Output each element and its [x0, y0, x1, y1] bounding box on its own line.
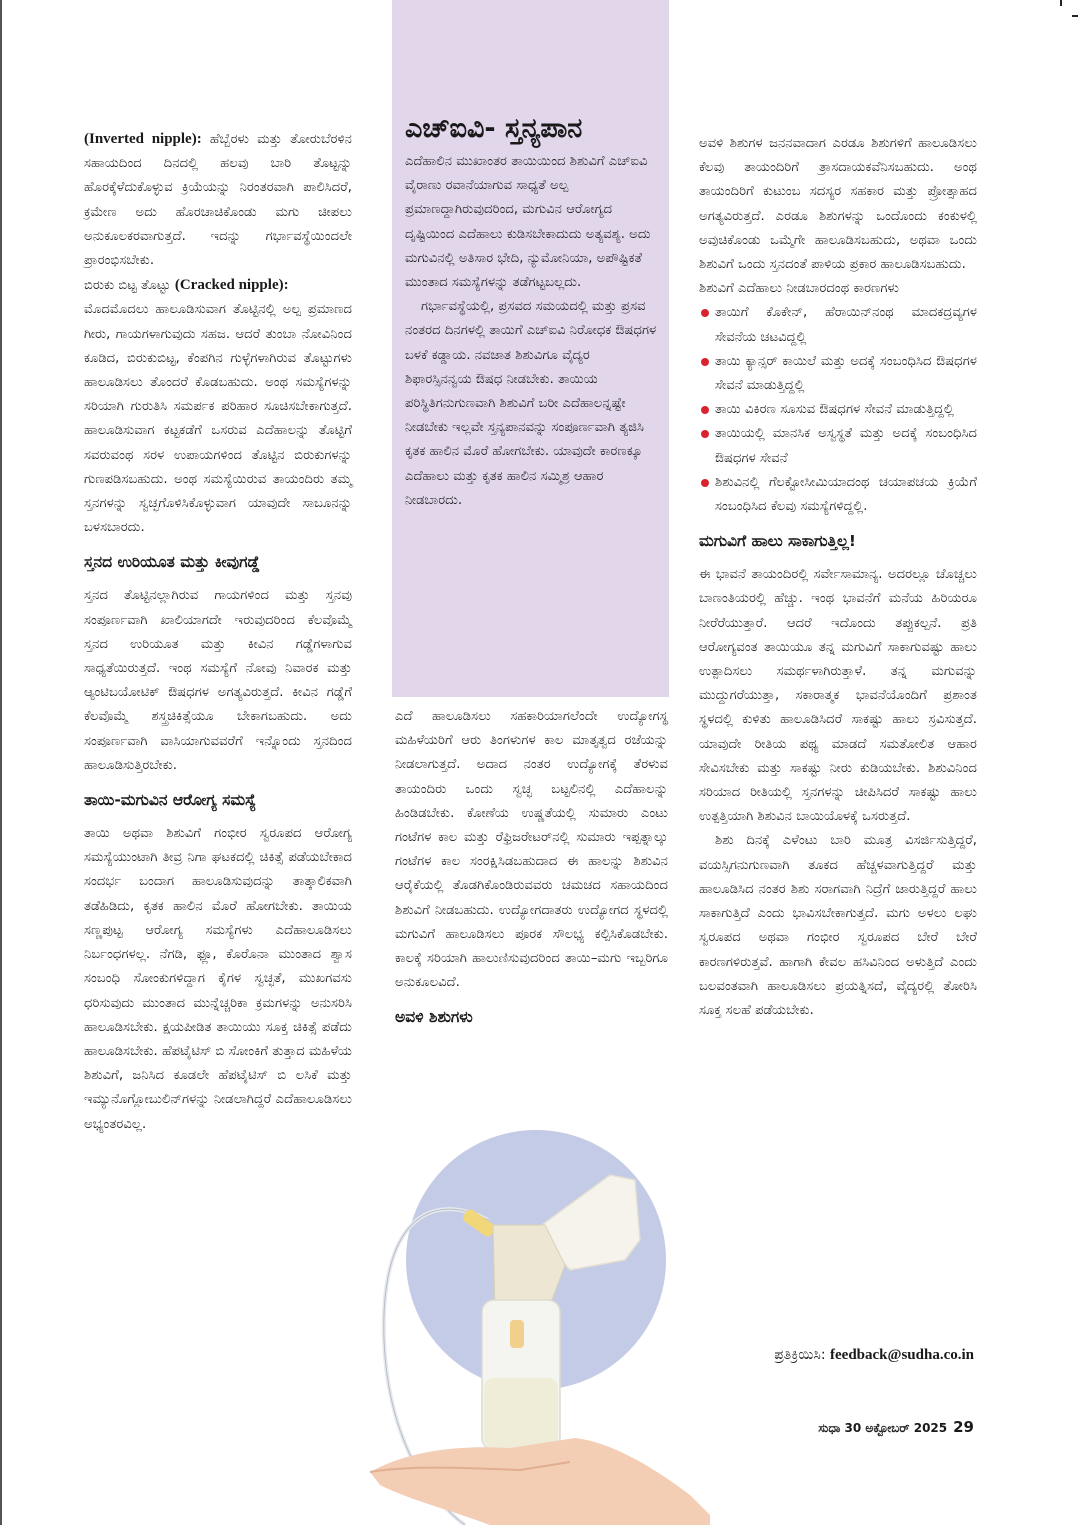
list-item: ತಾಯಿಯಲ್ಲಿ ಮಾನಸಿಕ ಅಸ್ವಸ್ಥತೆ ಮತ್ತು ಅದಕ್ಕೆ ಸಂಬಂಧಿಸಿದ ಔಷಧಗಳ ಸೇವನೆ [699, 422, 977, 470]
crop-mark-top-right-h [1072, 15, 1078, 17]
list-item: ತಾಯಿಗೆ ಕೊಕೇನ್, ಹೆರಾಯಿನ್‌ನಂಥ ಮಾದಕದ್ರವ್ಯಗಳ ಸೇವನೆಯ ಚಟವಿದ್ದಲ್ಲಿ [699, 301, 977, 349]
feedback-line [774, 1347, 974, 1364]
list-item: ತಾಯಿ ಕ್ಯಾನ್ಸರ್ ಕಾಯಿಲೆ ಮತ್ತು ಅದಕ್ಕೆ ಸಂಬಂಧಿಸಿದ ಔಷಧಗಳ ಸೇವನೆ ಮಾಡುತ್ತಿದ್ದಲ್ಲಿ [699, 350, 977, 398]
page-number: 29 [953, 1418, 974, 1436]
twins-paragraph: ಅವಳಿ ಶಿಶುಗಳ ಜನನವಾದಾಗ ಎರಡೂ ಶಿಶುಗಳಿಗೆ ಹಾಲೂಡಿಸಲು ಕೆಲವು ತಾಯಂದಿರಿಗೆ ತ್ರಾಸದಾಯಕವೆನಿಸಬಹುದು. ಅಂಥ ತಾಯಂದಿರಿಗೆ ಕುಟುಂಬ ಸದಸ್ಯರ ಸಹಕಾರ ಮತ್ತು ಪ್ರೋತ್ಸಾಹದ ಅಗತ್ಯವಿರುತ್ತದೆ. ಎರಡೂ ಶಿಶುಗಳನ್ನು ಒಂದೊಂದು ಕಂಕುಳಲ್ಲಿ ಅವುಚಿಕೊಂಡು ಒಮ್ಮೆಗೇ ಹಾಲೂಡಿಸಬಹುದು, ಅಥವಾ ಒಂದು ಶಿಶುವಿಗೆ ಒಂದು ಸ್ತನದಂತೆ ಪಾಳಿಯ ಪ್ರಕಾರ ಹಾಲೂಡಿಸಬಹುದು. [699, 136, 977, 273]
hand [370, 1438, 710, 1525]
list-item: ತಾಯಿ ವಿಕಿರಣ ಸೂಸುವ ಔಷಧಗಳ ಸೇವನೆ ಮಾಡುತ್ತಿದ್ದಲ್ಲಿ [699, 398, 977, 422]
insufficient-milk-paragraph: ಈ ಭಾವನೆ ತಾಯಂದಿರಲ್ಲಿ ಸರ್ವೇಸಾಮಾನ್ಯ. ಅದರಲ್ಲೂ ಚೊಚ್ಚಲು ಬಾಣಂತಿಯರಲ್ಲಿ ಹೆಚ್ಚು. ಇಂಥ ಭಾವನೆಗೆ ಮನೆಯ ಹಿರಿಯರೂ ನೀರೆರೆಯುತ್ತಾರೆ. ಆದರೆ ಇದೊಂದು ತಪ್ಪುಕಲ್ಪನೆ. ಪ್ರತಿ ಆರೋಗ್ಯವಂತ ತಾಯಿಯೂ ತನ್ನ ಮಗುವಿಗೆ ಸಾಕಾಗುವಷ್ಟು ಹಾಲು ಉತ್ಪಾದಿಸಲು ಸಮರ್ಥಳಾಗಿರುತ್ತಾಳೆ. ತನ್ನ ಮಗುವನ್ನು ಮುದ್ದುಗರೆಯುತ್ತಾ, ಸಕಾರಾತ್ಮಕ ಭಾವನೆಯೊಂದಿಗೆ ಪ್ರಶಾಂತ ಸ್ಥಳದಲ್ಲಿ ಕುಳಿತು ಹಾಲೂಡಿಸಿದರೆ ಸಾಕಷ್ಟು ಹಾಲು ಸ್ರವಿಸುತ್ತದೆ. ಯಾವುದೇ ರೀತಿಯ ಪಥ್ಯ ಮಾಡದೆ ಸಮತೋಲಿತ ಆಹಾರ ಸೇವಿಸಬೇಕು ಮತ್ತು ಸಾಕಷ್ಟು ನೀರು ಕುಡಿಯಬೇಕು. ಶಿಶುವಿನಿಂದ ಸರಿಯಾದ ರೀತಿಯಲ್ಲಿ ಸ್ತನಗಳನ್ನು ಚೀಪಿಸಿದರೆ ಸಾಕಷ್ಟು ಹಾಲು ಉತ್ಪತ್ತಿಯಾಗಿ ಶಿಶುವಿನ ಬಾಯಿಯೊಳಕ್ಕೆ ಒಸರುತ್ತದೆ. [699, 567, 977, 825]
contraindications-list [699, 301, 977, 519]
hiv-box-title: ಎಚ್‌ಐವಿ- ಸ್ತನ್ಯಪಾನ [405, 113, 583, 144]
milk-sufficiency-paragraph: ಶಿಶು ದಿನಕ್ಕೆ ಎಳೆಂಟು ಬಾರಿ ಮೂತ್ರ ವಿಸರ್ಜಿಸುತ್ತಿದ್ದರೆ, ವಯಸ್ಸಿಗನುಗುಣವಾಗಿ ತೂಕದ ಹೆಚ್ಚಳವಾಗುತ್ತಿದ್ದರೆ ಮತ್ತು ಹಾಲೂಡಿಸಿದ ನಂತರ ಶಿಶು ಸರಾಗವಾಗಿ ನಿದ್ರೆಗೆ ಜಾರುತ್ತಿದ್ದರೆ ಹಾಲು ಸಾಕಾಗುತ್ತಿದೆ ಎಂದು ಭಾವಿಸಬೇಕಾಗುತ್ತದೆ. ಮಗು ಅಳಲು ಲಘು ಸ್ವರೂಪದ ಅಥವಾ ಗಂಭೀರ ಸ್ವರೂಪದ ಬೇರೆ ಬೇರೆ ಕಾರಣಗಳಿರುತ್ತವೆ. ಹಾಗಾಗಿ ಕೇವಲ ಹಸಿವಿನಿಂದ ಅಳುತ್ತಿದೆ ಎಂದು ಬಲವಂತವಾಗಿ ಹಾಲೂಡಿಸಲು ಪ್ರಯತ್ನಿಸದೆ, ವೈದ್ಯರಲ್ಲಿ ತೋರಿಸಿ ಸೂಕ್ತ ಸಲಹೆ ಪಡೆಯಬೇಕು. [699, 833, 977, 1018]
cracked-nipple-term: (Cracked nipple): [174, 277, 289, 294]
mother-child-health-paragraph: ತಾಯಿ ಅಥವಾ ಶಿಶುವಿಗೆ ಗಂಭೀರ ಸ್ವರೂಪದ ಆರೋಗ್ಯ ಸಮಸ್ಯೆಯುಂಟಾಗಿ ತೀವ್ರ ನಿಗಾ ಘಟಕದಲ್ಲಿ ಚಿಕಿತ್ಸೆ ಪಡೆಯಬೇಕಾದ ಸಂದರ್ಭ ಬಂದಾಗ ಹಾಲೂಡಿಸುವುದನ್ನು ತಾತ್ಕಾಲಿಕವಾಗಿ ತಡೆಹಿಡಿದು, ಕೃತಕ ಹಾಲಿನ ಮೊರೆ ಹೋಗಬೇಕು. ತಾಯಿಯ ಸಣ್ಣಪುಟ್ಟ ಆರೋಗ್ಯ ಸಮಸ್ಯೆಗಳು ಎದೆಹಾಲೂಡಿಸಲು ನಿರ್ಬಂಧಗಳಲ್ಲ. ನೆಗಡಿ, ಫ್ಲೂ, ಕೊರೊನಾ ಮುಂತಾದ ಶ್ವಾಸ ಸಂಬಂಧಿ ಸೋಂಕುಗಳಿದ್ದಾಗ ಕೈಗಳ ಸ್ವಚ್ಛತೆ, ಮುಖಗವಸು ಧರಿಸುವುದು ಮುಂತಾದ ಮುನ್ನೆಚ್ಚರಿಕಾ ಕ್ರಮಗಳನ್ನು ಅನುಸರಿಸಿ ಹಾಲೂಡಿಸಬೇಕು. ಕ್ಷಯಪೀಡಿತ ತಾಯಿಯು ಸೂಕ್ತ ಚಿಕಿತ್ಸೆ ಪಡೆದು ಹಾಲೂಡಿಸಬೇಕು. ಹೆಪಟೈಟಿಸ್ ಬಿ ಸೋಂಕಿಗೆ ತುತ್ತಾದ ಮಹಿಳೆಯ ಶಿಶುವಿಗೆ, ಜನಿಸಿದ ಕೂಡಲೇ ಹೆಪಟೈಟಿಸ್ ಬಿ ಲಸಿಕೆ ಮತ್ತು ಇಮ್ಯುನೊಗ್ಲೋಬುಲಿನ್‌ಗಳನ್ನು ನೀಡಲಾಗಿದ್ದರೆ ಎದೆಹಾಲೂಡಿಸಲು ಅಭ್ಯಂತರವಿಲ್ಲ. [84, 826, 352, 1132]
bullet-icon [701, 479, 709, 487]
inverted-nipple-paragraph: (Inverted nipple): ಹೆಬ್ಬೆರಳು ಮತ್ತು ತೋರುಬೆರಳಿನ ಸಹಾಯದಿಂದ ದಿನದಲ್ಲಿ ಹಲವು ಬಾರಿ ತೊಟ್ಟನ್ನು ಹೊರಕ್ಕೆಳೆದುಕೊಳ್ಳುವ ಕ್ರಿಯೆಯನ್ನು ನಿರಂತರವಾಗಿ ಪಾಲಿಸಿದರೆ, ಕ್ರಮೇಣ ಅದು ಹೊರಚಾಚಿಕೊಂಡು ಮಗು ಚೀಪಲು ಅನುಕೂಲಕರವಾಗುತ್ತದೆ. ಇದನ್ನು ಗರ್ಭಾವಸ್ಥೆಯಿಂದಲೇ ಪ್ರಾರಂಭಿಸಬೇಕು. [84, 131, 352, 269]
bullet-icon [701, 358, 709, 366]
page-footer [818, 1418, 974, 1436]
inverted-nipple-term: (Inverted nipple): [84, 131, 202, 147]
bullet-icon [701, 430, 709, 438]
mother-child-health-heading: ತಾಯಿ-ಮಗುವಿನ ಆರೋಗ್ಯ ಸಮಸ್ಯೆ [84, 791, 257, 810]
list-item: ಶಿಶುವಿನಲ್ಲಿ ಗೆಲಕ್ಟೋಸೀಮಿಯಾದಂಥ ಚಯಾಪಚಯ ಕ್ರಿಯೆಗೆ ಸಂಬಂಧಿಸಿದ ಕೆಲವು ಸಮಸ್ಯೆಗಳಿದ್ದಲ್ಲಿ. [699, 471, 977, 519]
bullet-icon [701, 309, 709, 317]
hiv-box-paragraph-2: ಗರ್ಭಾವಸ್ಥೆಯಲ್ಲಿ, ಪ್ರಸವದ ಸಮಯದಲ್ಲಿ ಮತ್ತು ಪ್ರಸವ ನಂತರದ ದಿನಗಳಲ್ಲಿ ತಾಯಿಗೆ ಎಚ್‌ಐವಿ ನಿರೋಧಕ ಔಷಧಗಳ ಬಳಕೆ ಕಡ್ಡಾಯ. ನವಜಾತ ಶಿಶುವಿಗೂ ವೈದ್ಯರ ಶಿಫಾರಸ್ಸಿನನ್ವಯ ಔಷಧ ನೀಡಬೇಕು. ತಾಯಿಯ ಪರಿಸ್ಥಿತಿಗನುಗುಣವಾಗಿ ಶಿಶುವಿಗೆ ಬರೀ ಎದೆಹಾಲನ್ನಷ್ಟೇ ನೀಡಬೇಕು ಇಲ್ಲವೇ ಸ್ತನ್ಯಪಾನವನ್ನು ಸಂಪೂರ್ಣವಾಗಿ ತ್ಯಜಿಸಿ ಕೃತಕ ಹಾಲಿನ ಮೊರೆ ಹೋಗಬೇಕು. ಯಾವುದೇ ಕಾರಣಕ್ಕೂ ಎದೆಹಾಲು ಮತ್ತು ಕೃತಕ ಹಾಲಿನ ಸಮ್ಮಿಶ್ರ ಆಹಾರ ನೀಡಬಾರದು. [405, 299, 657, 508]
bullet-icon [701, 406, 709, 414]
mastitis-heading: ಸ್ತನದ ಉರಿಯೂತ ಮತ್ತು ಕೀವುಗಡ್ಡೆ [84, 553, 260, 572]
insufficient-milk-heading: ಮಗುವಿಗೆ ಹಾಲು ಸಾಕಾಗುತ್ತಿಲ್ಲ! [699, 532, 856, 551]
mastitis-paragraph: ಸ್ತನದ ತೊಟ್ಟಿನಲ್ಲಾಗಿರುವ ಗಾಯಗಳಿಂದ ಮತ್ತು ಸ್ತನವು ಸಂಪೂರ್ಣವಾಗಿ ಖಾಲಿಯಾಗದೇ ಇರುವುದರಿಂದ ಕೆಲವೊಮ್ಮೆ ಸ್ತನದ ಉರಿಯೂತ ಮತ್ತು ಕೀವಿನ ಗಡ್ಡೆಗಳಾಗುವ ಸಾಧ್ಯತೆಯಿರುತ್ತದೆ. ಇಂಥ ಸಮಸ್ಯೆಗೆ ನೋವು ನಿವಾರಕ ಮತ್ತು ಆ್ಯಂಟಿಬಯೋಟಿಕ್ ಔಷಧಗಳ ಅಗತ್ಯವಿರುತ್ತದೆ. ಕೀವಿನ ಗಡ್ಡೆಗೆ ಕೆಲವೊಮ್ಮೆ ಶಸ್ತ್ರಚಿಕಿತ್ಸೆಯೂ ಬೇಕಾಗಬಹುದು. ಅದು ಸಂಪೂರ್ಣವಾಗಿ ವಾಸಿಯಾಗುವವರೆಗೆ ಇನ್ನೊಂದು ಸ್ತನದಿಂದ ಹಾಲೂಡಿಸುತ್ತಿರಬೇಕು. [84, 588, 352, 773]
feedback-label: ಪ್ರತಿಕ್ರಿಯಿಸಿ: [774, 1347, 831, 1363]
publication-date: ಸುಧಾ 30 ಅಕ್ಟೋಬರ್ 2025 [818, 1421, 948, 1435]
breast-pump-photo [370, 1120, 710, 1525]
left-column [84, 127, 352, 1137]
middle-column [395, 705, 668, 1039]
hiv-box [405, 112, 657, 513]
crop-mark-top-right [1060, 0, 1062, 6]
hiv-box-paragraph-1: ಎದೆಹಾಲಿನ ಮುಖಾಂತರ ತಾಯಿಯಿಂದ ಶಿಶುವಿಗೆ ಎಚ್‌ಐವಿ ವೈರಾಣು ರವಾನೆಯಾಗುವ ಸಾಧ್ಯತೆ ಅಲ್ಪ ಪ್ರಮಾಣದ್ದಾಗಿರುವುದರಿಂದ, ಮಗುವಿನ ಆರೋಗ್ಯದ ದೃಷ್ಟಿಯಿಂದ ಎದೆಹಾಲು ಕುಡಿಸಬೇಕಾದುದು ಅತ್ಯವಶ್ಯ. ಅದು ಮಗುವಿನಲ್ಲಿ ಅತಿಸಾರ ಭೇದಿ, ನ್ಯುಮೋನಿಯಾ, ಅಪೌಷ್ಟಿಕತೆ ಮುಂತಾದ ಸಮಸ್ಯೆಗಳನ್ನು ತಡೆಗಟ್ಟಬಲ್ಲದು. [405, 154, 651, 291]
cracked-nipple-heading: ಬಿರುಕು ಬಿಟ್ಟ ತೊಟ್ಟು (Cracked nipple): [84, 277, 289, 294]
crop-mark-left [0, 0, 2, 1525]
valve [510, 1320, 524, 1348]
cracked-nipple-paragraph: ಮೊದಮೊದಲು ಹಾಲೂಡಿಸುವಾಗ ತೊಟ್ಟಿನಲ್ಲಿ ಅಲ್ಪ ಪ್ರಮಾಣದ ಗೀರು, ಗಾಯಗಳಾಗುವುದು ಸಹಜ. ಆದರೆ ತುಂಬಾ ನೋವಿನಿಂದ ಕೂಡಿದ, ಬಿರುಕುಬಿಟ್ಟ, ಕೆಂಪಗಿನ ಗುಳ್ಳೆಗಳಾಗಿರುವ ತೊಟ್ಟುಗಳು ಹಾಲೂಡಿಸಲು ತೊಂದರೆ ಕೊಡಬಹುದು. ಅಂಥ ಸಮಸ್ಯೆಗಳನ್ನು ಸರಿಯಾಗಿ ಗುರುತಿಸಿ ಸಮರ್ಪಕ ಪರಿಹಾರ ಸೂಚಿಸಬೇಕಾಗುತ್ತದೆ. ಹಾಲೂಡಿಸುವಾಗ ಕಟ್ಟಕಡೆಗೆ ಒಸರುವ ಎದೆಹಾಲನ್ನು ತೊಟ್ಟಿಗೆ ಸವರುವಂಥ ಸರಳ ಉಪಾಯಗಳಿಂದ ತೊಟ್ಟಿನ ಬಿರುಕುಗಳನ್ನು ಗುಣಪಡಿಸಬಹುದು. ಅಂಥ ಸಮಸ್ಯೆಯಿರುವ ತಾಯಂದಿರು ತಮ್ಮ ಸ್ತನಗಳನ್ನು ಸ್ವಚ್ಛಗೊಳಿಸಿಕೊಳ್ಳುವಾಗ ಯಾವುದೇ ಸಾಬೂನನ್ನು ಬಳಸಬಾರದು. [84, 302, 352, 536]
working-mothers-paragraph: ಎದೆ ಹಾಲೂಡಿಸಲು ಸಹಕಾರಿಯಾಗಲೆಂದೇ ಉದ್ಯೋಗಸ್ಥ ಮಹಿಳೆಯರಿಗೆ ಆರು ತಿಂಗಳುಗಳ ಕಾಲ ಮಾತೃತ್ವದ ರಜೆಯನ್ನು ನೀಡಲಾಗುತ್ತದೆ. ಅದಾದ ನಂತರ ಉದ್ಯೋಗಕ್ಕೆ ತೆರಳುವ ತಾಯಂದಿರು ಒಂದು ಸ್ವಚ್ಛ ಬಟ್ಟಲಿನಲ್ಲಿ ಎದೆಹಾಲನ್ನು ಹಿಂಡಿಡಬೇಕು. ಕೋಣೆಯ ಉಷ್ಣತೆಯಲ್ಲಿ ಸುಮಾರು ಎಂಟು ಗಂಟೆಗಳ ಕಾಲ ಮತ್ತು ರೆಫ್ರಿಜರೇಟರ್‌ನಲ್ಲಿ ಸುಮಾರು ಇಪ್ಪತ್ನಾಲ್ಕು ಗಂಟೆಗಳ ಕಾಲ ಸಂರಕ್ಷಿಸಿಡಬಹುದಾದ ಈ ಹಾಲನ್ನು ಶಿಶುವಿನ ಆರೈಕೆಯಲ್ಲಿ ತೊಡಗಿಕೊಂಡಿರುವವರು ಚಮಚದ ಸಹಾಯದಿಂದ ಶಿಶುವಿಗೆ ನೀಡಬಹುದು. ಉದ್ಯೋಗದಾತರು ಉದ್ಯೋಗದ ಸ್ಥಳದಲ್ಲಿ ಮಗುವಿಗೆ ಹಾಲೂಡಿಸಲು ಪೂರಕ ಸೌಲಭ್ಯ ಕಲ್ಪಿಸಿಕೊಡಬೇಕು. ಕಾಲಕ್ಕೆ ಸರಿಯಾಗಿ ಹಾಲುಣಿಸುವುದರಿಂದ ತಾಯಿ–ಮಗು ಇಬ್ಬರಿಗೂ ಅನುಕೂಲವಿದೆ. [395, 709, 668, 991]
milk [484, 1378, 558, 1448]
twins-heading: ಅವಳಿ ಶಿಶುಗಳು [395, 1008, 473, 1027]
feedback-email[interactable]: feedback@sudha.co.in [830, 1347, 974, 1363]
right-column [699, 132, 977, 1023]
contraindications-intro: ಶಿಶುವಿಗೆ ಎದೆಹಾಲು ನೀಡಬಾರದಂಥ ಕಾರಣಗಳು [699, 281, 899, 297]
